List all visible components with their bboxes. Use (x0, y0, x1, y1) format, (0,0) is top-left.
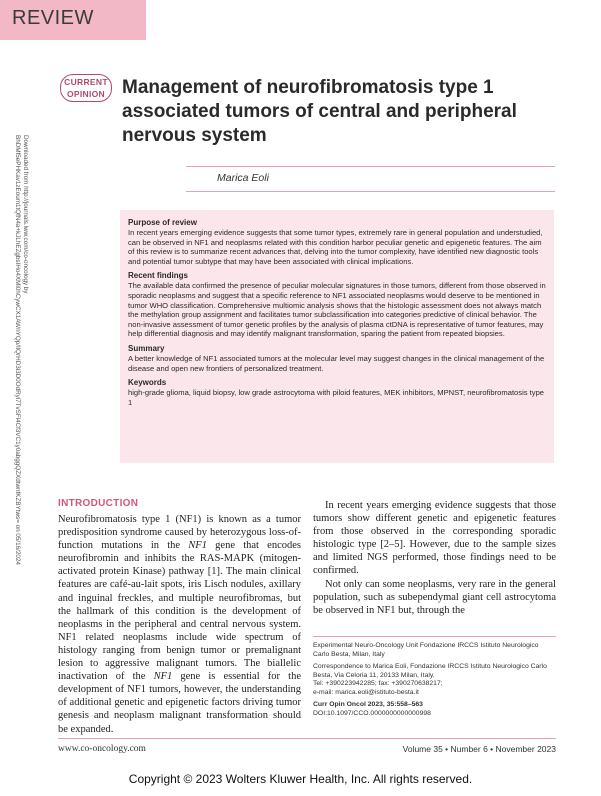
footer-divider (58, 738, 556, 739)
affiliation-unit: Experimental Neuro-Oncology Unit Fondazione IRCCS Istituto Neurologico Carlo Besta, Milan, Italy (313, 642, 539, 658)
article-title: Management of neurofibromatosis type 1 associated tumors of central and peripheral nervous system (122, 77, 517, 146)
left-column (58, 513, 301, 736)
contact-phone: Tel: +390223942285; fax: +390270638217; (313, 680, 443, 687)
affiliation-block (313, 636, 556, 718)
journal-logo (60, 74, 112, 102)
abstract-box (120, 210, 554, 463)
correspondence: Correspondence to Marica Eoli, Fondazione IRCCS Istituto Neurologico Carlo Besta, Via Celoria 11, 20133 Milan, Italy. (313, 663, 547, 679)
copyright-notice: Copyright © 2023 Wolters Kluwer Health, Inc. All rights reserved. (128, 772, 473, 786)
logo-line-2: OPINION (67, 89, 105, 99)
journal-citation: Curr Opin Oncol 2023, 35:558–563 (313, 701, 423, 708)
summary-heading: Summary (128, 343, 165, 353)
purpose-heading: Purpose of review (128, 218, 197, 227)
intro-p1-part-b: gene that encodes neurofibromin and inhibits the RAS-MAPK (mitogen-activated protein Kinase) pathway [1]. The main clinical features are café-au-lait spots, iris Lisch nodules, axillary and inguinal freckles, and multiple neurofibromas, but the hallmark of this condition is the development of neoplasms in the peripheral and central nervous system. NF1 related neoplasms include wide spectrum of histology ranging from benign tumor or premalignant lesion to aggressive malignant tumors. The biallelic inactivation of the (58, 540, 301, 683)
gene-name: NF1 (153, 671, 173, 683)
issue-info: Volume 35 • Number 6 • November 2023 (402, 744, 556, 754)
intro-paragraph-1 (58, 513, 301, 736)
right-column (313, 499, 556, 617)
author-bar (186, 166, 555, 192)
download-note: Downloaded from http://journals.lww.com/co-oncology by BhDMf5ePHKav1zEoum1tQfN4a+kJLhEZgbsIHo4XMi0hCywCX1AWnYQp/IlQrHD3i3D0OdRyi7TvSFl4Cf3VC1y0abggQZXdtwnfKZBYtws= on 05/16/2024 (14, 135, 29, 565)
intro-paragraph-3: Not only can some neoplasms, very rare in the general population, such as subependymal giant cell astrocytoma be observed in NF1 but, through the (313, 578, 556, 616)
findings-heading: Recent findings (128, 271, 189, 281)
doi: DOI:10.1097/CCO.0000000000000998 (313, 709, 431, 717)
author-name: Marica Eoli (217, 172, 269, 184)
introduction-heading: INTRODUCTION (58, 498, 139, 509)
section-tag-label: REVIEW (12, 7, 94, 29)
intro-paragraph-2: In recent years emerging evidence suggests that those tumors show different genetic and epigenetic features from those observed in the corresponding sporadic histologic type [2–5]. However, due to the sample sizes and limited NGS performed, those findings need to be confirmed. (313, 500, 556, 577)
contact-email: e-mail: marica.eoli@istituto-besta.it (313, 688, 419, 696)
intro-p1-part-c: gene is essential for the development of NF1 tumors, however, the understanding of additional genetic and epigenetic factors driving tumor genesis and neoplasm malignant transformation should be expanded. (58, 671, 301, 735)
purpose-text: In recent years emerging evidence suggests that some tumor types, extremely rare in general population and understudied, can be observed in NF1 and neoplasms related with this condition harbor peculiar genetic and epigenetic features. The aim of this review is to summarize recent advances that, delving into the tumor complexity, have identified new diagnostic tools and potential tumor subtype that may have been associated with clinical implications. (128, 228, 543, 266)
gene-name: NF1 (188, 540, 207, 552)
keywords-heading: Keywords (128, 378, 167, 388)
intro-p1-part-a: Neurofibromatosis type 1 (NF1) is known as a tumor predisposition syndrome caused by heterozygous loss-of-function mutations in the (58, 514, 301, 552)
logo-line-1: CURRENT (64, 77, 108, 87)
keywords-text: high-grade glioma, liquid biopsy, low grade astrocytoma with piloid features, MEK inhibitors, MPNST, neurofibromatosis type 1 (128, 388, 545, 407)
findings-text: The available data confirmed the presence of peculiar molecular signatures in those tumors, different from those observed in sporadic neoplasms and suggest that a specific reference to NF1 associated neoplasms would deserve to be mentioned in tumor WHO classification. Comprehensive multiomic analysis shows that the histologic assessment does not always match the methylation group assignment and facilitates tumor subclassification into categories predictive of clinical behavior. The non-invasive assessment of tumor genetic profiles by the analysis of plasma ctDNA is representative of tumor features, may help differential diagnosis and may identify malignant transformation, sparing the patient from repeated biopsies. (128, 281, 546, 339)
summary-text: A better knowledge of NF1 associated tumors at the molecular level may suggest changes in the clinical management of the disease and open new frontiers of personalized treatment. (128, 353, 545, 373)
section-tag (0, 0, 146, 40)
journal-website[interactable]: www.co-oncology.com (58, 744, 146, 754)
